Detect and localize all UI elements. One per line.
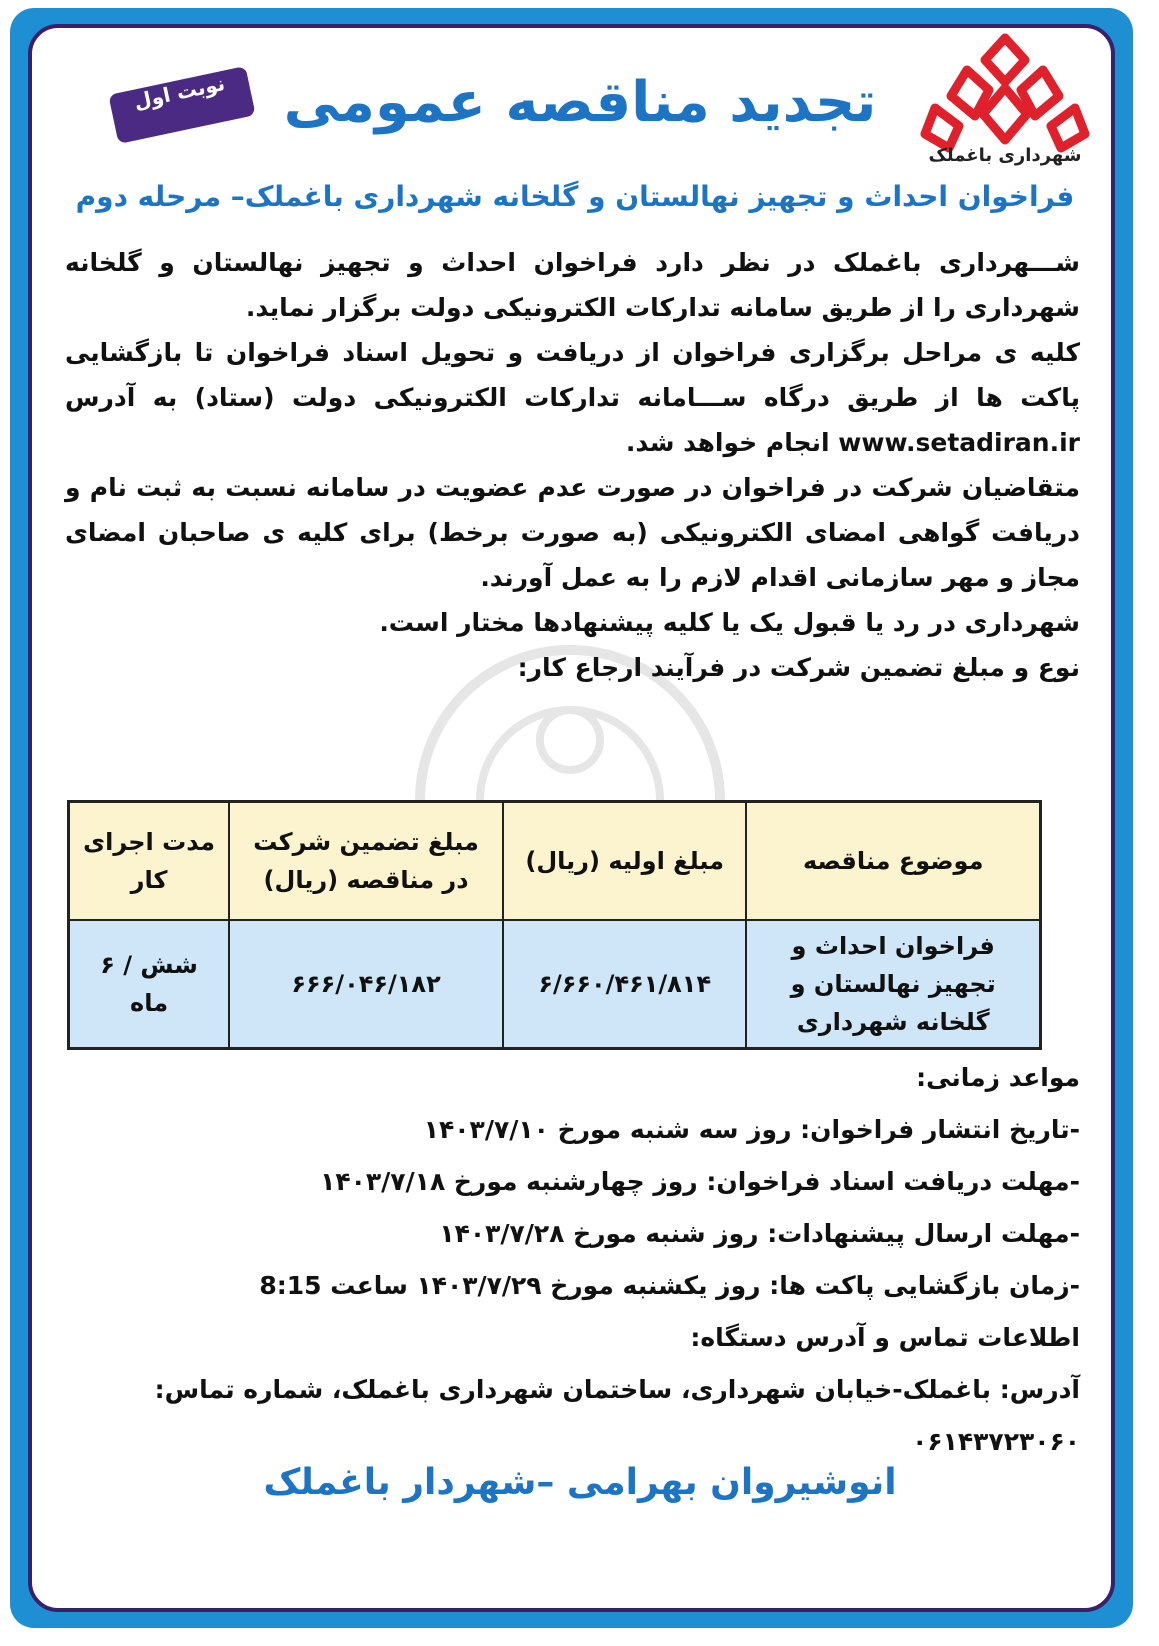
schedule-heading: مواعد زمانی:: [916, 1063, 1080, 1092]
schedule-submit-deadline: -مهلت ارسال پیشنهادات: روز شنبه مورخ ۱۴۰۳/۷/۲۸: [439, 1219, 1080, 1248]
subtitle: فراخوان احداث و تجهیز نهالستان و گلخانه شهرداری باغملک– مرحله دوم: [75, 180, 1075, 213]
header-guarantee-amount: مبلغ تضمین شرکت در مناقصه (ریال): [229, 802, 503, 921]
table-header-row: [69, 802, 1041, 921]
tender-table: [67, 800, 1042, 1050]
body-paragraph-1: شـــهرداری باغملک در نظر دارد فراخوان احداث و تجهیز نهالستان و گلخانه شهرداری را از طریق سامانه تدارکات الکترونیکی دولت برگزار نماید.: [65, 248, 1080, 322]
header-subject: موضوع مناقصه: [746, 802, 1040, 921]
cell-initial-amount: ۶/۶۶۰/۴۶۱/۸۱۴: [503, 920, 746, 1049]
contact-phone: ۰۶۱۴۳۷۲۳۰۶۰: [912, 1427, 1080, 1456]
cell-duration: شش / ۶ ماه: [69, 920, 230, 1049]
logo-caption: شهرداری باغملک: [928, 145, 1082, 166]
signature: انوشیروان بهرامی –شهردار باغملک: [263, 1462, 897, 1503]
contact-heading: اطلاعات تماس و آدرس دستگاه:: [690, 1323, 1080, 1352]
cell-subject: فراخوان احداث و تجهیز نهالستان و گلخانه شهرداری: [746, 920, 1040, 1049]
setad-url-link[interactable]: www.setadiran.ir: [838, 428, 1080, 457]
contact-address: آدرس: باغملک-خیابان شهرداری، ساختمان شهرداری باغملک، شماره تماس:: [154, 1375, 1080, 1404]
header-initial-amount: مبلغ اولیه (ریال): [503, 802, 746, 921]
schedule-docs-deadline: -مهلت دریافت اسناد فراخوان: روز چهارشنبه مورخ ۱۴۰۳/۷/۱۸: [320, 1167, 1080, 1196]
body-paragraph-2-end: انجام خواهد شد.: [625, 428, 830, 457]
announcement-body: [65, 240, 1080, 690]
schedule-publish-date: -تاریخ انتشار فراخوان: روز سه شنبه مورخ ۱۴۰۳/۷/۱۰: [423, 1115, 1080, 1144]
body-paragraph-2-text: کلیه ی مراحل برگزاری فراخوان از دریافت و تحویل اسناد فراخوان تا بازگشایی پاکت ها از طریق درگاه ســـامانه تدارکات الکترونیکی دولت (ستاد) به آدرس: [65, 338, 1080, 412]
body-paragraph-4: شهرداری در رد یا قبول یک یا کلیه پیشنهادها مختار است.: [379, 608, 1080, 637]
cell-guarantee-amount: ۶۶۶/۰۴۶/۱۸۲: [229, 920, 503, 1049]
body-paragraph-3: متقاضیان شرکت در فراخوان در صورت عدم عضویت در سامانه نسبت به ثبت نام و دریافت گواهی امضای الکترونیکی (به صورت برخط) برای کلیه ی صاحبان امضای مجاز و مهر سازمانی اقدام لازم را به عمل آورند.: [65, 473, 1080, 592]
header-duration: مدت اجرای کار: [69, 802, 230, 921]
schedule-opening-time: -زمان بازگشایی پاکت ها: روز یکشنبه مورخ ۱۴۰۳/۷/۲۹ ساعت 8:15: [259, 1271, 1080, 1300]
body-paragraph-5: نوع و مبلغ تضمین شرکت در فرآیند ارجاع کار:: [517, 653, 1080, 682]
schedule-section: [65, 1052, 1080, 1468]
table-row: [69, 920, 1041, 1049]
page-title: تجدید مناقصه عمومی: [283, 70, 877, 135]
edition-badge: نوبت اول: [108, 66, 255, 144]
body-paragraph-2: [65, 330, 1080, 465]
